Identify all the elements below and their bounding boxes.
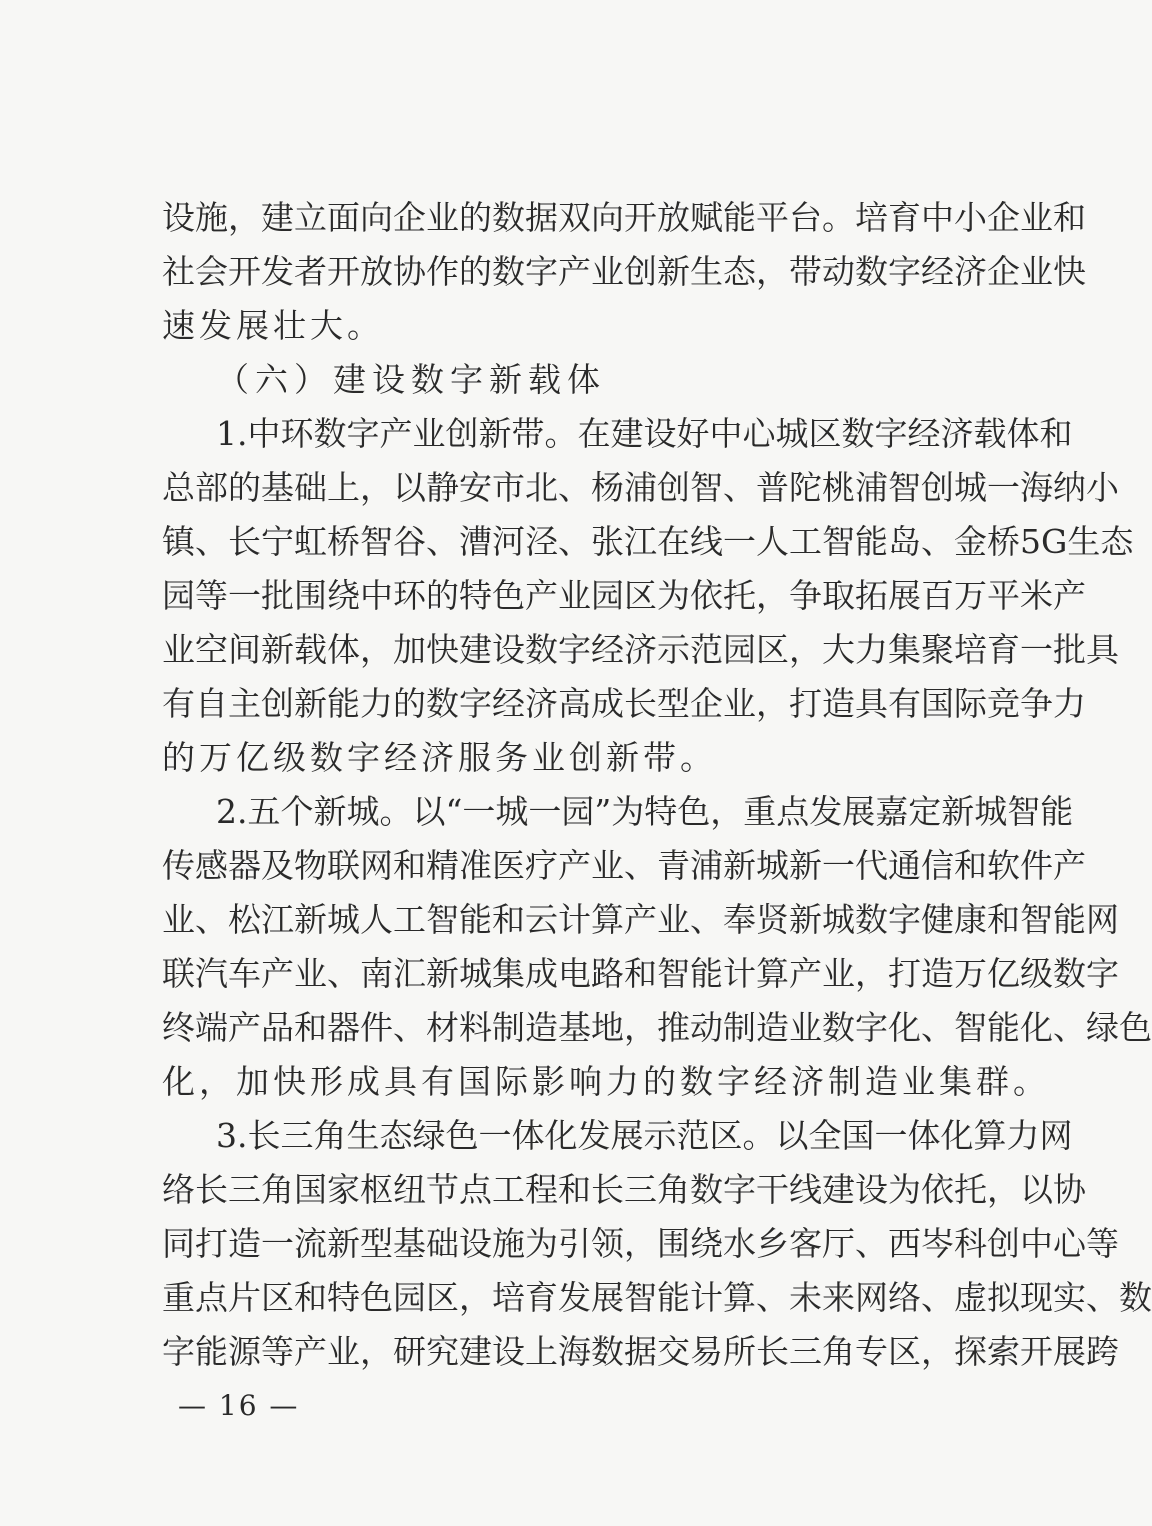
text-line: 速发展壮大。: [162, 306, 384, 345]
text-line: 有自主创新能力的数字经济高成长型企业，打造具有国际竞争力: [162, 684, 1086, 723]
text-line: 社会开发者开放协作的数字产业创新生态，带动数字经济企业快: [162, 252, 1086, 291]
section-heading: （六）建设数字新载体: [216, 360, 606, 399]
text-line: 络长三角国家枢纽节点工程和长三角数字干线建设为依托，以协: [162, 1170, 1086, 1209]
text-line: 3.长三角生态绿色一体化发展示范区。以全国一体化算力网: [216, 1116, 1073, 1155]
text-line: 字能源等产业，研究建设上海数据交易所长三角专区，探索开展跨: [162, 1332, 1119, 1371]
text-line: 业、松江新城人工智能和云计算产业、奉贤新城数字健康和智能网: [162, 900, 1119, 939]
text-line: 化，加快形成具有国际影响力的数字经济制造业集群。: [162, 1062, 1050, 1101]
text-line: 传感器及物联网和精准医疗产业、青浦新城新一代通信和软件产: [162, 846, 1086, 885]
text-line: 镇、长宁虹桥智谷、漕河泾、张江在线一人工智能岛、金桥5G生态: [162, 522, 1134, 561]
text-line: 的万亿级数字经济服务业创新带。: [162, 738, 717, 777]
text-line: 1.中环数字产业创新带。在建设好中心城区数字经济载体和: [216, 414, 1073, 453]
text-line: 业空间新载体，加快建设数字经济示范园区，大力集聚培育一批具: [162, 630, 1119, 669]
text-line: 设施，建立面向企业的数据双向开放赋能平台。培育中小企业和: [162, 198, 1086, 237]
text-line: 总部的基础上，以静安市北、杨浦创智、普陀桃浦智创城一海纳小: [162, 468, 1119, 507]
text-line: 同打造一流新型基础设施为引领，围绕水乡客厅、西岑科创中心等: [162, 1224, 1119, 1263]
text-line: 园等一批围绕中环的特色产业园区为依托，争取拓展百万平米产: [162, 576, 1086, 615]
text-line: 联汽车产业、南汇新城集成电路和智能计算产业，打造万亿级数字: [162, 954, 1119, 993]
page-number: — 16 —: [178, 1389, 300, 1422]
text-line: 终端产品和器件、材料制造基地，推动制造业数字化、智能化、绿色: [162, 1008, 1152, 1047]
text-line: 2.五个新城。以“一城一园”为特色，重点发展嘉定新城智能: [216, 792, 1074, 831]
text-line: 重点片区和特色园区，培育发展智能计算、未来网络、虚拟现实、数: [162, 1278, 1152, 1317]
